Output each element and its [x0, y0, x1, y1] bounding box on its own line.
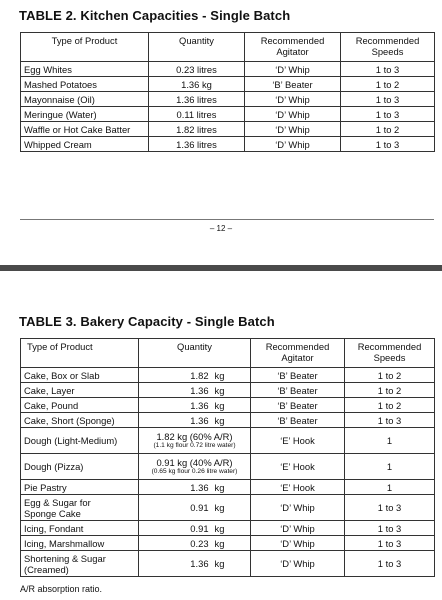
quantity-text: 0.91 kg (40% A/R)	[156, 457, 233, 468]
cell-agitator: ‘B’ Beater	[251, 383, 345, 398]
cell-product	[21, 495, 139, 521]
page-separator	[0, 265, 442, 271]
cell-agitator: ‘D’ Whip	[245, 122, 341, 137]
table-row	[21, 137, 435, 152]
cell-agitator: ‘D’ Whip	[251, 536, 345, 551]
cell-agitator: ‘E’ Hook	[251, 428, 345, 454]
table-row	[21, 368, 435, 383]
cell-speeds: 1 to 3	[341, 107, 435, 122]
cell-quantity	[139, 398, 251, 413]
cell-agitator: ‘E’ Hook	[251, 454, 345, 480]
cell-quantity	[139, 495, 251, 521]
cell-product: Egg Whites	[21, 62, 149, 77]
table-row	[21, 398, 435, 413]
cell-product: Dough (Light-Medium)	[21, 428, 139, 454]
header-agitator: Recommended Agitator	[251, 339, 345, 368]
cell-product: Dough (Pizza)	[21, 454, 139, 480]
table-row	[21, 480, 435, 495]
cell-speeds: 1 to 3	[345, 495, 435, 521]
product-line: Sponge Cake	[24, 507, 81, 519]
cell-product: Pie Pastry	[21, 480, 139, 495]
quantity-unit: kg	[214, 399, 225, 411]
table-row	[21, 428, 435, 454]
cell-quantity	[139, 454, 251, 480]
cell-speeds: 1	[345, 428, 435, 454]
table-row	[21, 77, 435, 92]
cell-agitator: ‘B’ Beater	[251, 413, 345, 428]
cell-quantity	[139, 383, 251, 398]
cell-product: Waffle or Hot Cake Batter	[21, 122, 149, 137]
quantity-unit: kg	[214, 414, 225, 426]
cell-speeds: 1	[345, 454, 435, 480]
table-row	[21, 413, 435, 428]
cell-product: Cake, Box or Slab	[21, 368, 139, 383]
quantity-unit: kg	[214, 502, 225, 513]
quantity-unit: kg	[214, 537, 225, 549]
quantity-value: 1.36	[190, 558, 209, 569]
table-row	[21, 62, 435, 77]
cell-agitator: ‘D’ Whip	[245, 107, 341, 122]
cell-quantity	[139, 368, 251, 383]
product-line: (Creamed)	[24, 563, 69, 575]
quantity-value: 0.91	[190, 522, 209, 534]
cell-product: Icing, Fondant	[21, 521, 139, 536]
cell-product: Cake, Short (Sponge)	[21, 413, 139, 428]
table-header-row	[21, 33, 435, 62]
cell-agitator: ‘B’ Beater	[251, 398, 345, 413]
cell-agitator: ‘B’ Beater	[245, 77, 341, 92]
table-row	[21, 92, 435, 107]
cell-speeds: 1 to 3	[345, 536, 435, 551]
quantity-note: (0.65 kg flour 0.26 litre water)	[151, 468, 238, 475]
table-row	[21, 454, 435, 480]
table-row	[21, 536, 435, 551]
table-row	[21, 122, 435, 137]
cell-quantity	[139, 536, 251, 551]
quantity-unit: kg	[214, 384, 225, 396]
cell-agitator: ‘D’ Whip	[245, 62, 341, 77]
quantity-text: 1.82 kg (60% A/R)	[156, 431, 233, 442]
cell-quantity	[139, 480, 251, 495]
cell-speeds: 1 to 2	[345, 383, 435, 398]
quantity-value: 0.23	[190, 537, 209, 549]
product-line: Shortening & Sugar	[24, 552, 106, 564]
quantity-value: 0.91	[190, 502, 209, 513]
cell-quantity	[139, 413, 251, 428]
cell-agitator: ‘D’ Whip	[251, 521, 345, 536]
table-row	[21, 521, 435, 536]
quantity-unit: kg	[214, 369, 225, 381]
header-speeds: Recommended Speeds	[341, 33, 435, 62]
header-agitator: Recommended Agitator	[245, 33, 341, 62]
cell-product: Mashed Potatoes	[21, 77, 149, 92]
cell-product: Meringue (Water)	[21, 107, 149, 122]
cell-quantity: 0.11 litres	[149, 107, 245, 122]
table-row	[21, 383, 435, 398]
header-speeds: Recommended Speeds	[345, 339, 435, 368]
table-row	[21, 107, 435, 122]
cell-agitator: ‘E’ Hook	[251, 480, 345, 495]
footnote: A/R absorption ratio.	[20, 584, 103, 594]
page-rule	[20, 219, 434, 220]
cell-product: Cake, Pound	[21, 398, 139, 413]
quantity-value: 1.82	[190, 369, 209, 381]
cell-speeds: 1 to 3	[341, 137, 435, 152]
header-quantity: Quantity	[139, 339, 251, 368]
cell-speeds: 1 to 2	[341, 122, 435, 137]
quantity-value: 1.36	[190, 481, 209, 493]
cell-quantity: 1.36 kg	[149, 77, 245, 92]
header-type-of-product: Type of Product	[21, 339, 139, 368]
cell-quantity: 1.36 litres	[149, 92, 245, 107]
page-number: – 12 –	[209, 224, 233, 233]
cell-quantity	[139, 551, 251, 577]
quantity-unit: kg	[214, 558, 225, 569]
quantity-note: (1.1 kg flour 0.72 litre water)	[153, 442, 236, 449]
cell-speeds: 1 to 3	[345, 413, 435, 428]
cell-agitator: ‘D’ Whip	[245, 92, 341, 107]
cell-product: Cake, Layer	[21, 383, 139, 398]
table-row	[21, 551, 435, 577]
bakery-capacity-table	[20, 338, 435, 577]
cell-speeds: 1 to 2	[341, 77, 435, 92]
cell-speeds: 1	[345, 480, 435, 495]
header-quantity: Quantity	[149, 33, 245, 62]
table3-title: TABLE 3. Bakery Capacity - Single Batch	[19, 314, 275, 329]
product-line: Egg & Sugar for	[24, 496, 91, 508]
cell-quantity: 1.82 litres	[149, 122, 245, 137]
cell-speeds: 1 to 3	[345, 551, 435, 577]
table2-title: TABLE 2. Kitchen Capacities - Single Batch	[19, 8, 291, 23]
cell-agitator: ‘D’ Whip	[251, 495, 345, 521]
header-type-of-product: Type of Product	[21, 33, 149, 62]
cell-quantity: 1.36 litres	[149, 137, 245, 152]
quantity-value: 1.36	[190, 414, 209, 426]
cell-agitator: ‘D’ Whip	[245, 137, 341, 152]
table-header-row	[21, 339, 435, 368]
quantity-value: 1.36	[190, 384, 209, 396]
quantity-unit: kg	[214, 481, 225, 493]
cell-speeds: 1 to 3	[345, 521, 435, 536]
cell-product: Whipped Cream	[21, 137, 149, 152]
cell-quantity	[139, 428, 251, 454]
cell-product	[21, 551, 139, 577]
cell-speeds: 1 to 3	[341, 92, 435, 107]
table-row	[21, 495, 435, 521]
cell-speeds: 1 to 2	[345, 368, 435, 383]
cell-speeds: 1 to 3	[341, 62, 435, 77]
quantity-value: 1.36	[190, 399, 209, 411]
cell-quantity: 0.23 litres	[149, 62, 245, 77]
kitchen-capacities-table	[20, 32, 435, 152]
cell-product: Mayonnaise (Oil)	[21, 92, 149, 107]
cell-agitator: ‘B’ Beater	[251, 368, 345, 383]
cell-speeds: 1 to 2	[345, 398, 435, 413]
cell-quantity	[139, 521, 251, 536]
quantity-unit: kg	[214, 522, 225, 534]
cell-agitator: ‘D’ Whip	[251, 551, 345, 577]
cell-product: Icing, Marshmallow	[21, 536, 139, 551]
